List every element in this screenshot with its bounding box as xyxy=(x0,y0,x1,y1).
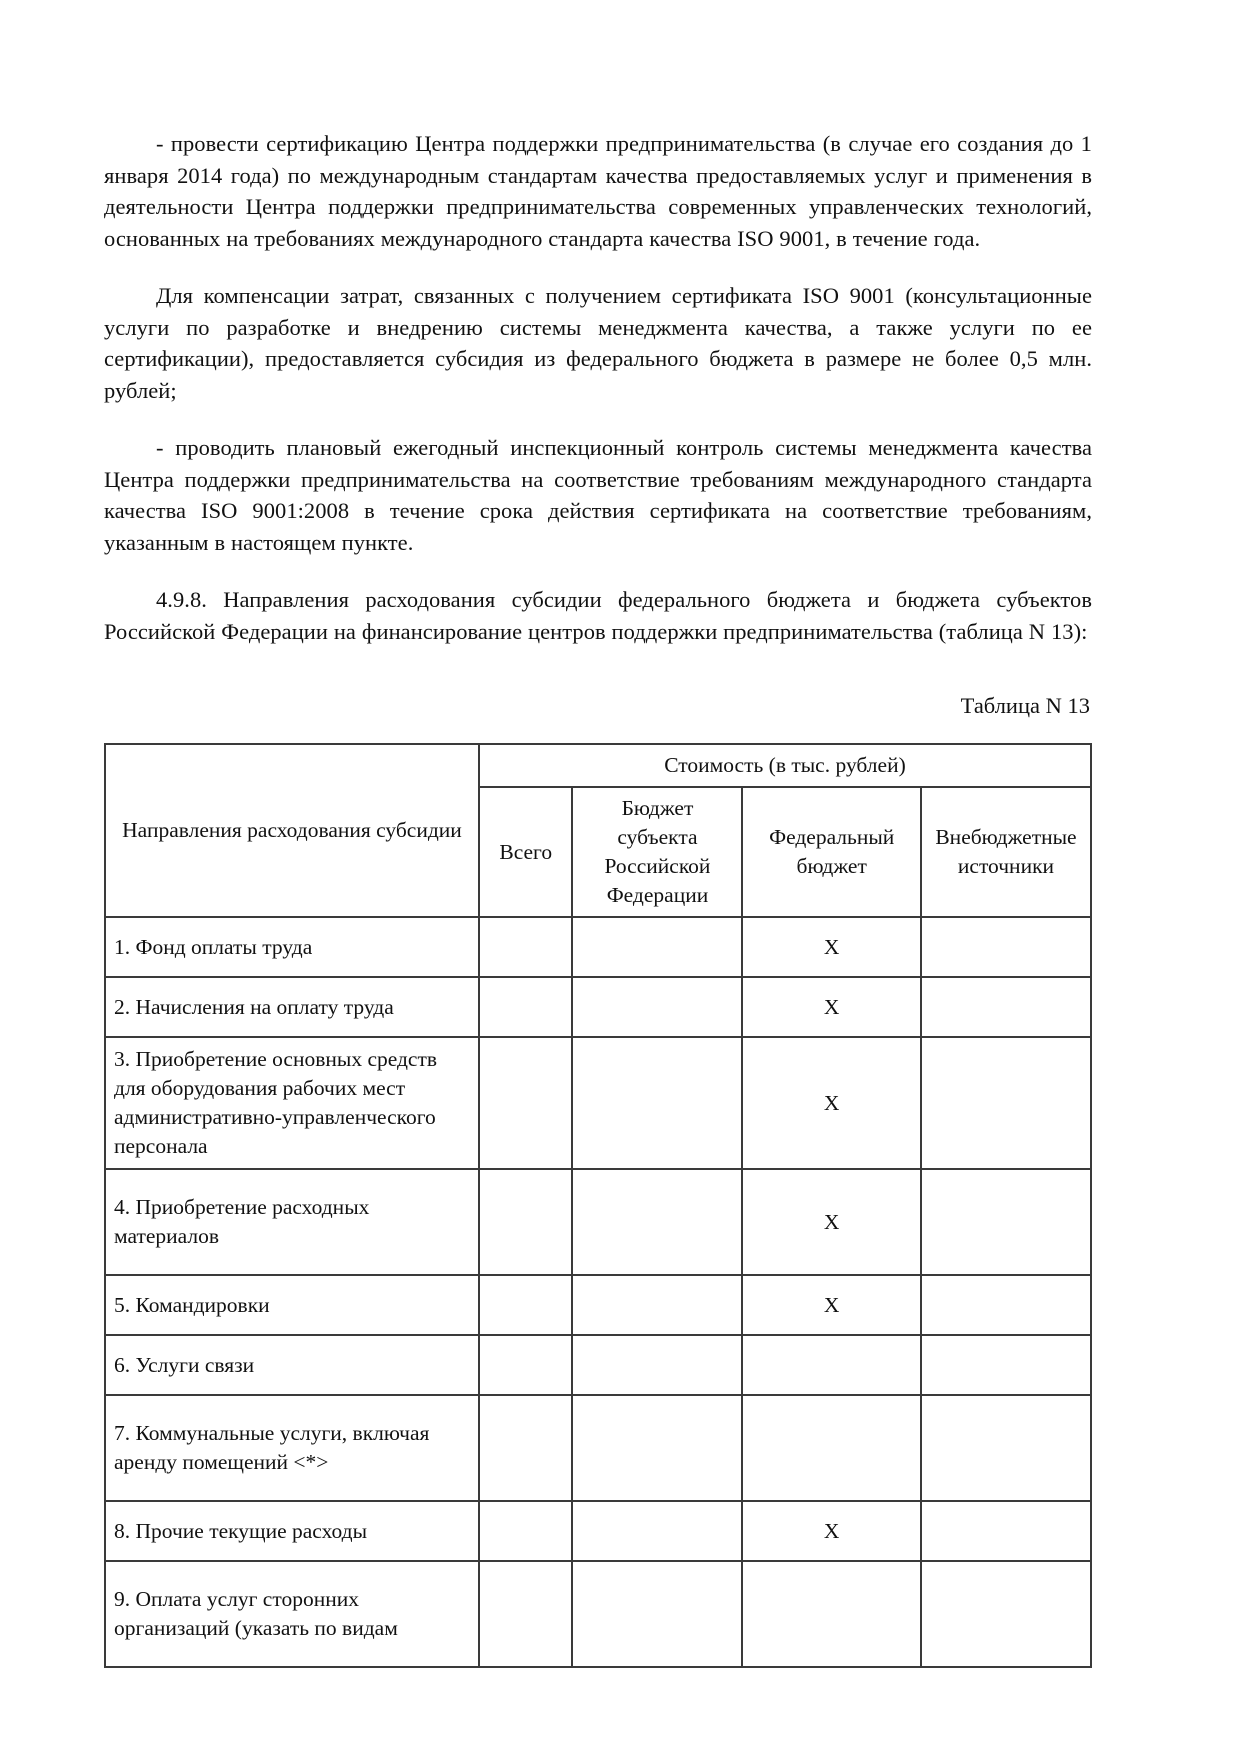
cell-regional xyxy=(572,1169,742,1275)
cell-extra xyxy=(921,1501,1091,1561)
paragraph-compensation: Для компенсации затрат, связанных с получением сертификата ISO 9001 (консультационные услуги по разработке и внедрению системы менеджмента качества, а также услуги по ее сертификации), предоставляется субсидия из федерального бюджета в размере не более 0,5 млн. рублей; xyxy=(104,283,1092,403)
paragraph-certification: - провести сертификацию Центра поддержки предпринимательства (в случае его создания до 1 января 2014 года) по международным стандартам качества предоставляемых услуг и применения в деятельности Центра поддержки предпринимательства современных управленческих технологий, основанных на требованиях международного стандарта качества ISO 9001, в течение года. xyxy=(104,131,1092,251)
subsidy-spending-table xyxy=(104,743,1092,1668)
table-row xyxy=(105,977,1091,1037)
cell-extra xyxy=(921,1561,1091,1667)
cell-extra xyxy=(921,1169,1091,1275)
cell-total xyxy=(479,1037,572,1169)
row-label: 2. Начисления на оплату труда xyxy=(105,977,479,1037)
header-regional-budget: Бюджет субъекта Российской Федерации xyxy=(572,787,742,917)
cell-federal xyxy=(742,1335,920,1395)
cell-total xyxy=(479,1169,572,1275)
row-label: 7. Коммунальные услуги, включая аренду помещений <*> xyxy=(105,1395,479,1501)
row-label: 1. Фонд оплаты труда xyxy=(105,917,479,977)
header-total: Всего xyxy=(479,787,572,917)
cell-regional xyxy=(572,1395,742,1501)
cell-federal: X xyxy=(742,1275,920,1335)
cell-regional xyxy=(572,917,742,977)
table-row xyxy=(105,1037,1091,1169)
cell-total xyxy=(479,1395,572,1501)
cell-regional xyxy=(572,1561,742,1667)
table-body xyxy=(105,917,1091,1667)
cell-extra xyxy=(921,1037,1091,1169)
table-row xyxy=(105,1561,1091,1667)
row-label: 6. Услуги связи xyxy=(105,1335,479,1395)
cell-federal xyxy=(742,1561,920,1667)
cell-total xyxy=(479,1335,572,1395)
header-extrabudgetary-sources: Внебюджетные источники xyxy=(921,787,1091,917)
page-content xyxy=(104,128,1092,1668)
table-caption: Таблица N 13 xyxy=(960,693,1090,718)
cell-regional xyxy=(572,1501,742,1561)
cell-total xyxy=(479,1275,572,1335)
cell-federal: X xyxy=(742,1169,920,1275)
table-row xyxy=(105,1275,1091,1335)
cell-extra xyxy=(921,1395,1091,1501)
cell-federal: X xyxy=(742,1037,920,1169)
cell-total xyxy=(479,977,572,1037)
cell-regional xyxy=(572,1037,742,1169)
table-row xyxy=(105,1169,1091,1275)
table-row xyxy=(105,1501,1091,1561)
cell-federal: X xyxy=(742,977,920,1037)
cell-federal: X xyxy=(742,1501,920,1561)
paragraph-inspection: - проводить плановый ежегодный инспекционный контроль системы менеджмента качества Центра поддержки предпринимательства на соответствие требованиям международного стандарта качества ISO 9001:2008 в течение срока действия сертификата на соответствие требованиям, указанным в настоящем пункте. xyxy=(104,435,1092,555)
table-row xyxy=(105,917,1091,977)
cell-extra xyxy=(921,1275,1091,1335)
cell-extra xyxy=(921,977,1091,1037)
header-federal-budget: Федеральный бюджет xyxy=(742,787,920,917)
table-head xyxy=(105,744,1091,917)
cell-total xyxy=(479,1561,572,1667)
cell-total xyxy=(479,917,572,977)
table-row xyxy=(105,1335,1091,1395)
table-row xyxy=(105,1395,1091,1501)
header-cost-group: Стоимость (в тыс. рублей) xyxy=(479,744,1091,787)
paragraph-section-4-9-8: 4.9.8. Направления расходования субсидии федерального бюджета и бюджета субъектов Российской Федерации на финансирование центров поддержки предпринимательства (таблица N 13): xyxy=(104,587,1092,644)
cell-regional xyxy=(572,977,742,1037)
cell-total xyxy=(479,1501,572,1561)
row-label: 4. Приобретение расходных материалов xyxy=(105,1169,479,1275)
cell-federal xyxy=(742,1395,920,1501)
row-label: 8. Прочие текущие расходы xyxy=(105,1501,479,1561)
row-label: 5. Командировки xyxy=(105,1275,479,1335)
cell-regional xyxy=(572,1275,742,1335)
row-label: 9. Оплата услуг сторонних организаций (указать по видам xyxy=(105,1561,479,1667)
table-header-row-1 xyxy=(105,744,1091,787)
cell-extra xyxy=(921,917,1091,977)
row-label: 3. Приобретение основных средств для оборудования рабочих мест административно-управленческого персонала xyxy=(105,1037,479,1169)
cell-federal: X xyxy=(742,917,920,977)
cell-regional xyxy=(572,1335,742,1395)
cell-extra xyxy=(921,1335,1091,1395)
header-directions: Направления расходования субсидии xyxy=(105,744,479,917)
